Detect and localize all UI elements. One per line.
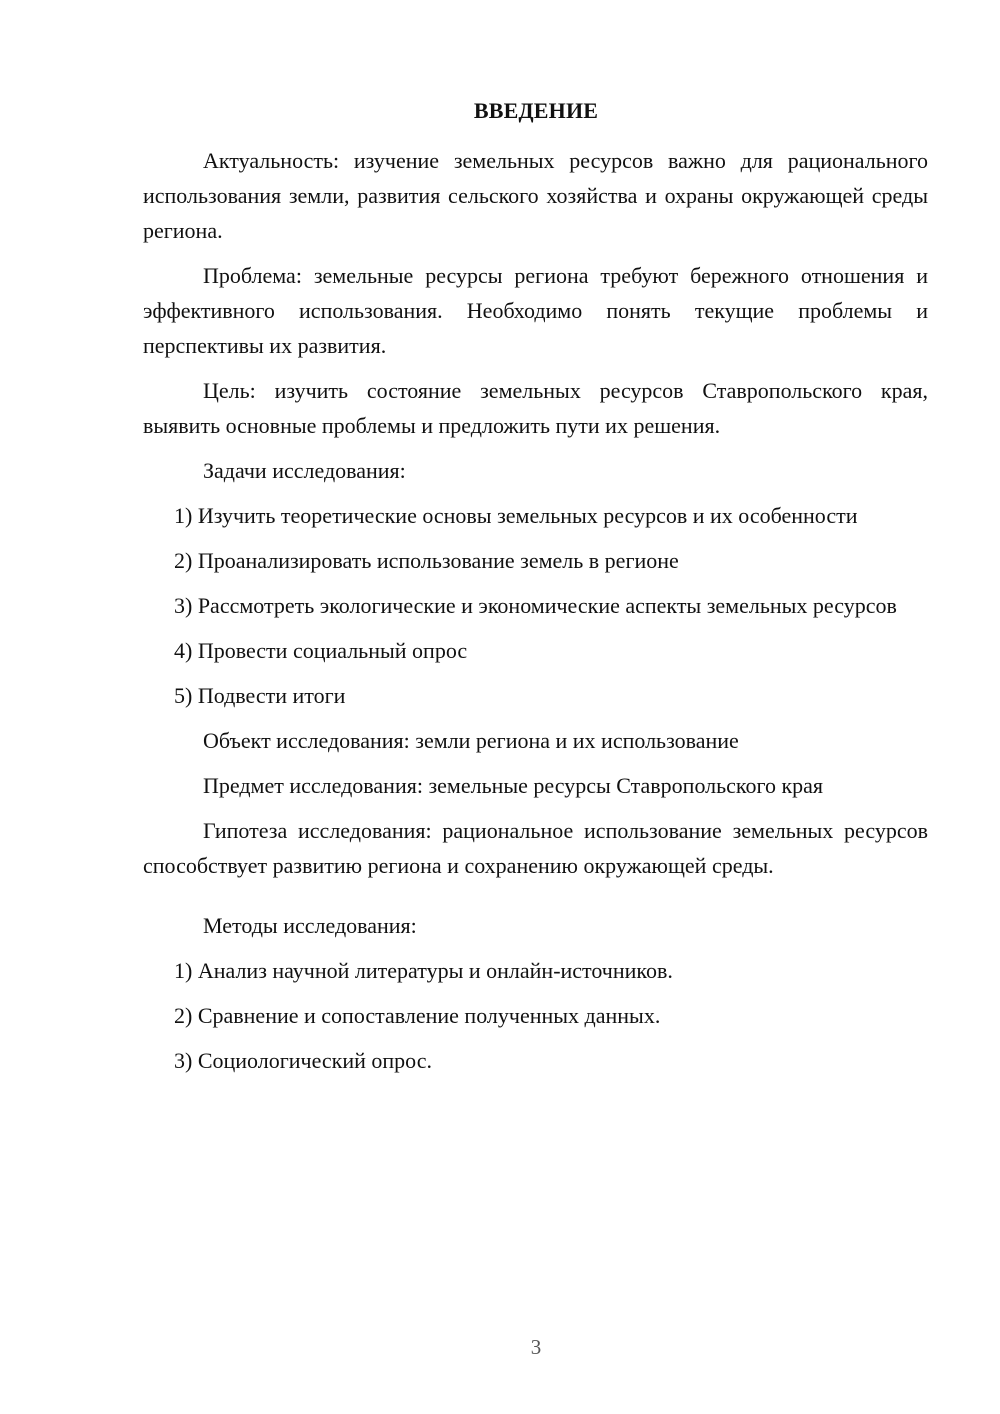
paragraph-subject: Предмет исследования: земельные ресурсы Ставропольского края [203, 773, 824, 798]
list-item-task-1: 1) Изучить теоретические основы земельных ресурсов и их особенности [174, 503, 858, 528]
paragraph-object: Объект исследования: земли региона и их использование [203, 728, 739, 753]
section-title: ВВЕДЕНИЕ [473, 98, 599, 123]
paragraph-goal: Цель: изучить состояние земельных ресурсов Ставропольского края, выявить основные проблемы и предложить пути их решения. [143, 378, 928, 438]
list-item-task-4: 4) Провести социальный опрос [174, 638, 468, 663]
list-item-task-3: 3) Рассмотреть экологические и экономические аспекты земельных ресурсов [174, 593, 897, 618]
list-item-task-2: 2) Проанализировать использование земель в регионе [174, 548, 679, 573]
paragraph-methods-heading: Методы исследования: [203, 913, 417, 938]
page-number: 3 [530, 1335, 542, 1359]
list-item-task-5: 5) Подвести итоги [174, 683, 346, 708]
list-item-method-2: 2) Сравнение и сопоставление полученных данных. [174, 1003, 661, 1028]
paragraph-hypothesis: Гипотеза исследования: рациональное использование земельных ресурсов способствует развитию региона и сохранению окружающей среды. [143, 818, 928, 878]
paragraph-tasks-heading: Задачи исследования: [203, 458, 406, 483]
document-body [143, 143, 928, 1088]
list-item-method-3: 3) Социологический опрос. [174, 1048, 432, 1073]
paragraph-relevance: Актуальность: изучение земельных ресурсов важно для рационального использования земли, развития сельского хозяйства и охраны окружающей среды региона. [143, 148, 928, 243]
list-item-method-1: 1) Анализ научной литературы и онлайн-источников. [174, 958, 673, 983]
paragraph-problem: Проблема: земельные ресурсы региона требуют бережного отношения и эффективного использования. Необходимо понять текущие проблемы и перспективы их развития. [143, 263, 928, 358]
